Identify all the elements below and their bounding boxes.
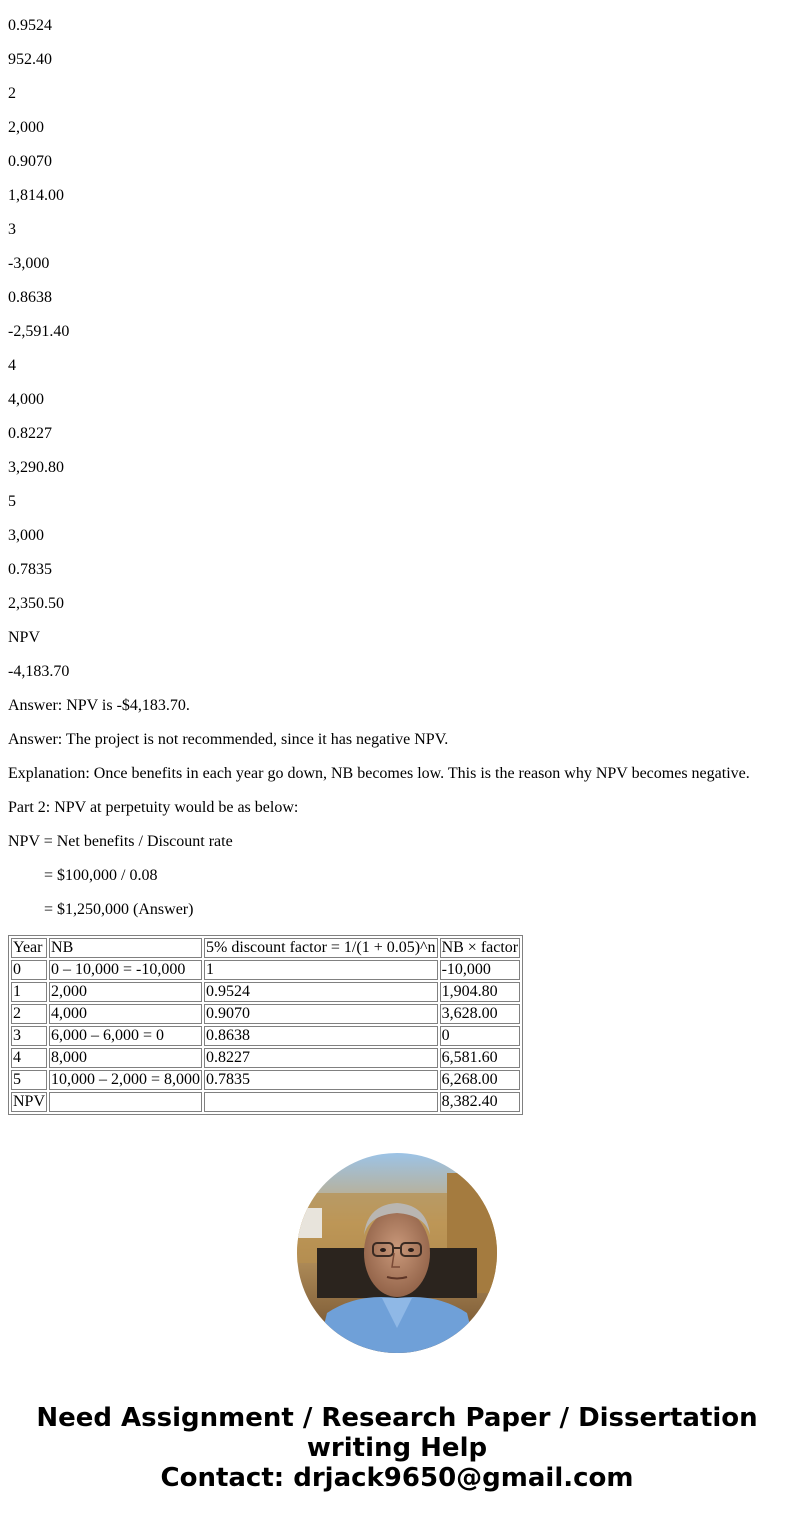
- text-line: 4,000: [8, 391, 44, 408]
- text-line: 3,290.80: [8, 459, 64, 476]
- table-header-cell: NB × factor: [441, 939, 519, 956]
- table-row: [11, 982, 520, 1002]
- table-cell: -10,000: [440, 960, 521, 980]
- table-row: [11, 1048, 520, 1068]
- table-cell: [49, 1092, 202, 1112]
- text-line: -4,183.70: [8, 663, 70, 680]
- text-line: 3: [8, 221, 16, 238]
- promo-banner: [0, 1403, 794, 1493]
- text-line: 0.7835: [8, 561, 52, 578]
- table-cell: 0: [440, 1026, 521, 1046]
- contact-email: Contact: drjack9650@gmail.com: [160, 1463, 634, 1493]
- text-line: 0.9524: [8, 17, 52, 34]
- text-line: 0.9070: [8, 153, 52, 170]
- text-line: 0.8227: [8, 425, 52, 442]
- table-cell: 1: [11, 982, 47, 1002]
- text-line: 2: [8, 85, 16, 102]
- text-line: 2,000: [8, 119, 44, 136]
- table-cell: 0.8638: [204, 1026, 438, 1046]
- table-cell: 1: [204, 960, 438, 980]
- npv-table: [8, 935, 523, 1115]
- table-cell: 6,000 – 6,000 = 0: [49, 1026, 202, 1046]
- table-header-cell: NB: [49, 938, 202, 958]
- formula-result: = $1,250,000 (Answer): [44, 901, 194, 918]
- table-row: [11, 1070, 520, 1090]
- table-cell: 6,581.60: [440, 1048, 521, 1068]
- table-cell: 5: [11, 1070, 47, 1090]
- table-cell: 8,000: [49, 1048, 202, 1068]
- text-line: NPV: [8, 629, 41, 646]
- table-cell: 0.9524: [204, 982, 438, 1002]
- table-cell: 0.8227: [204, 1048, 438, 1068]
- text-line: 4: [8, 357, 16, 374]
- table-cell: 0.7835: [204, 1070, 438, 1090]
- table-cell: 4,000: [49, 1004, 202, 1024]
- text-line: 3,000: [8, 527, 44, 544]
- table-row: [11, 1004, 520, 1024]
- author-photo: [297, 1153, 497, 1353]
- table-cell: 3: [11, 1026, 47, 1046]
- table-cell: 1,904.80: [440, 982, 521, 1002]
- formula-line: NPV = Net benefits / Discount rate: [8, 833, 233, 850]
- table-cell: [204, 1092, 438, 1112]
- promo-line: Need Assignment / Research Paper / Dissertation: [36, 1403, 758, 1433]
- table-row: [11, 960, 520, 980]
- formula-step: = $100,000 / 0.08: [44, 867, 158, 884]
- table-cell: 2,000: [49, 982, 202, 1002]
- table-header-cell: 5% discount factor = 1/(1 + 0.05)^n: [206, 939, 436, 956]
- text-line: 952.40: [8, 51, 52, 68]
- table-cell: 3,628.00: [440, 1004, 521, 1024]
- part2-heading: Part 2: NPV at perpetuity would be as below:: [8, 799, 299, 816]
- table-cell: NPV: [13, 1093, 46, 1110]
- answer-recommendation: Answer: The project is not recommended, since it has negative NPV.: [8, 731, 449, 748]
- table-header-row: [11, 938, 520, 958]
- table-header-cell: Year: [11, 938, 47, 958]
- table-cell: 6,268.00: [440, 1070, 521, 1090]
- text-line: 2,350.50: [8, 595, 64, 612]
- text-line: 5: [8, 493, 16, 510]
- table-cell: 8,382.40: [440, 1092, 521, 1112]
- table-cell: 0.9070: [204, 1004, 438, 1024]
- table-cell: 0: [11, 960, 47, 980]
- table-cell: 0 – 10,000 = -10,000: [49, 960, 202, 980]
- explanation: Explanation: Once benefits in each year go down, NB becomes low. This is the reason why NPV becomes negative.: [8, 765, 750, 782]
- promo-line: writing Help: [306, 1433, 488, 1463]
- table-row: [11, 1026, 520, 1046]
- table-cell: 10,000 – 2,000 = 8,000: [51, 1071, 201, 1088]
- table-row-total: [11, 1092, 520, 1112]
- text-line: 0.8638: [8, 289, 52, 306]
- text-line: 1,814.00: [8, 187, 64, 204]
- answer-npv: Answer: NPV is -$4,183.70.: [8, 697, 190, 714]
- table-cell: 4: [11, 1048, 47, 1068]
- text-line: -2,591.40: [8, 323, 70, 340]
- document-body: [8, 0, 786, 927]
- table-cell: 2: [11, 1004, 47, 1024]
- portrait-image: [297, 1153, 497, 1353]
- text-line: -3,000: [8, 255, 50, 272]
